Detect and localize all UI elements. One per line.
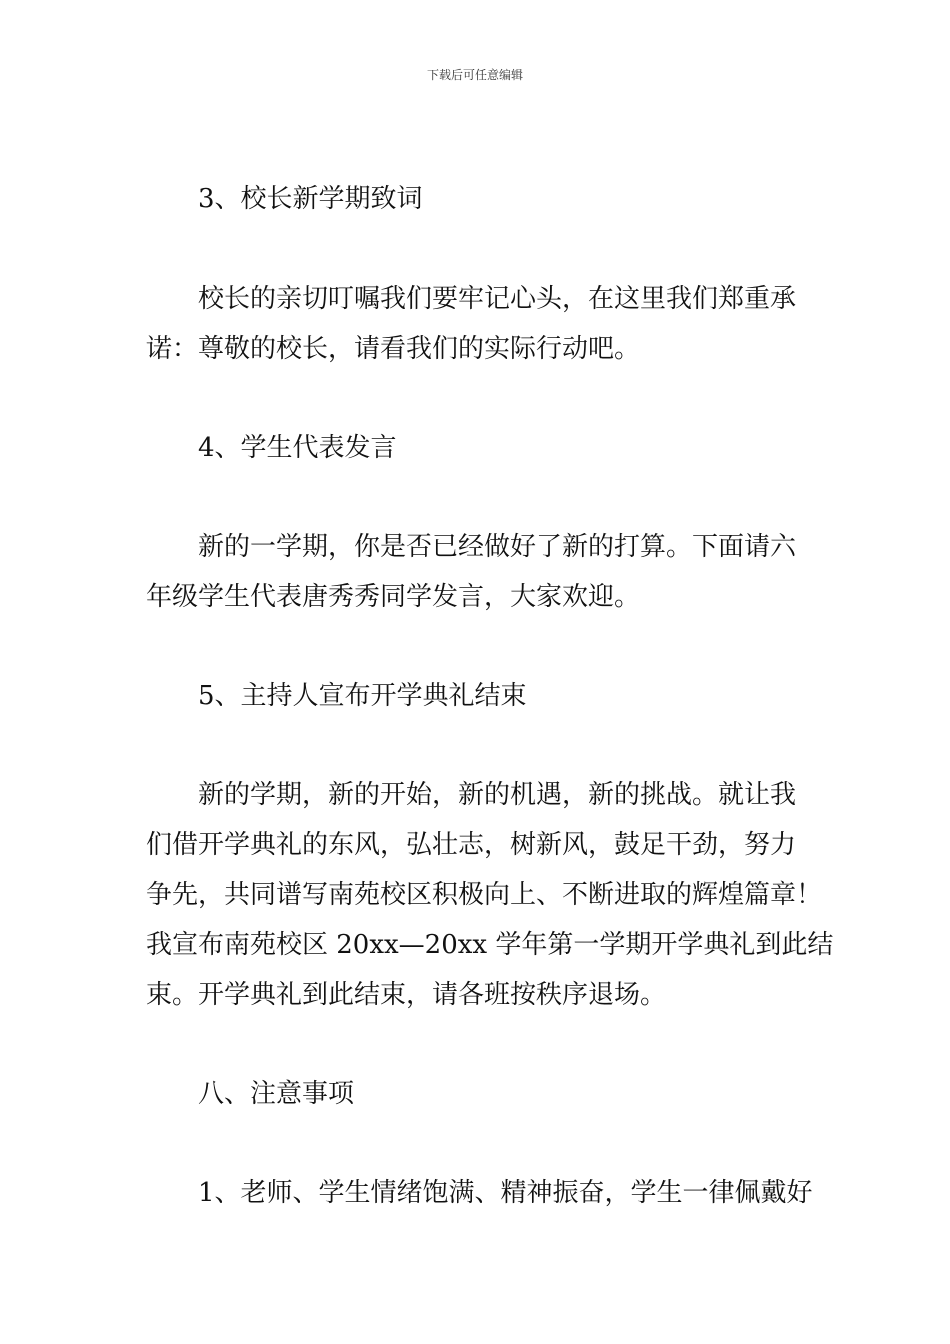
section-heading-principal-speech: 3、校长新学期致词 (198, 184, 423, 214)
paragraph-line: 校长的亲切叮嘱我们要牢记心头，在这里我们郑重承 (198, 284, 797, 314)
paragraph-line: 新的一学期，你是否已经做好了新的打算。下面请六 (198, 532, 797, 562)
section-heading-ceremony-end: 5、主持人宣布开学典礼结束 (198, 681, 527, 711)
page-header-note: 下载后可任意编辑 (426, 68, 523, 82)
paragraph-line: 新的学期，新的开始，新的机遇，新的挑战。就让我 (198, 780, 797, 810)
paragraph-line: 争先，共同谱写南苑校区积极向上、不断进取的辉煌篇章！ (146, 880, 823, 910)
paragraph-line: 年级学生代表唐秀秀同学发言，大家欢迎。 (146, 582, 641, 612)
paragraph-line: 诺：尊敬的校长，请看我们的实际行动吧。 (146, 334, 641, 364)
paragraph-line: 们借开学典礼的东风，弘壮志，树新风，鼓足干劲，努力 (146, 830, 797, 860)
paragraph-line: 我宣布南苑校区 20xx—20xx 学年第一学期开学典礼到此结 (146, 930, 834, 960)
section-heading-student-speech: 4、学生代表发言 (198, 433, 397, 463)
paragraph-line: 束。开学典礼到此结束，请各班按秩序退场。 (146, 980, 667, 1010)
section-heading-notes: 八、注意事项 (198, 1079, 355, 1109)
paragraph-line: 1、老师、学生情绪饱满、精神振奋，学生一律佩戴好 (198, 1178, 813, 1208)
